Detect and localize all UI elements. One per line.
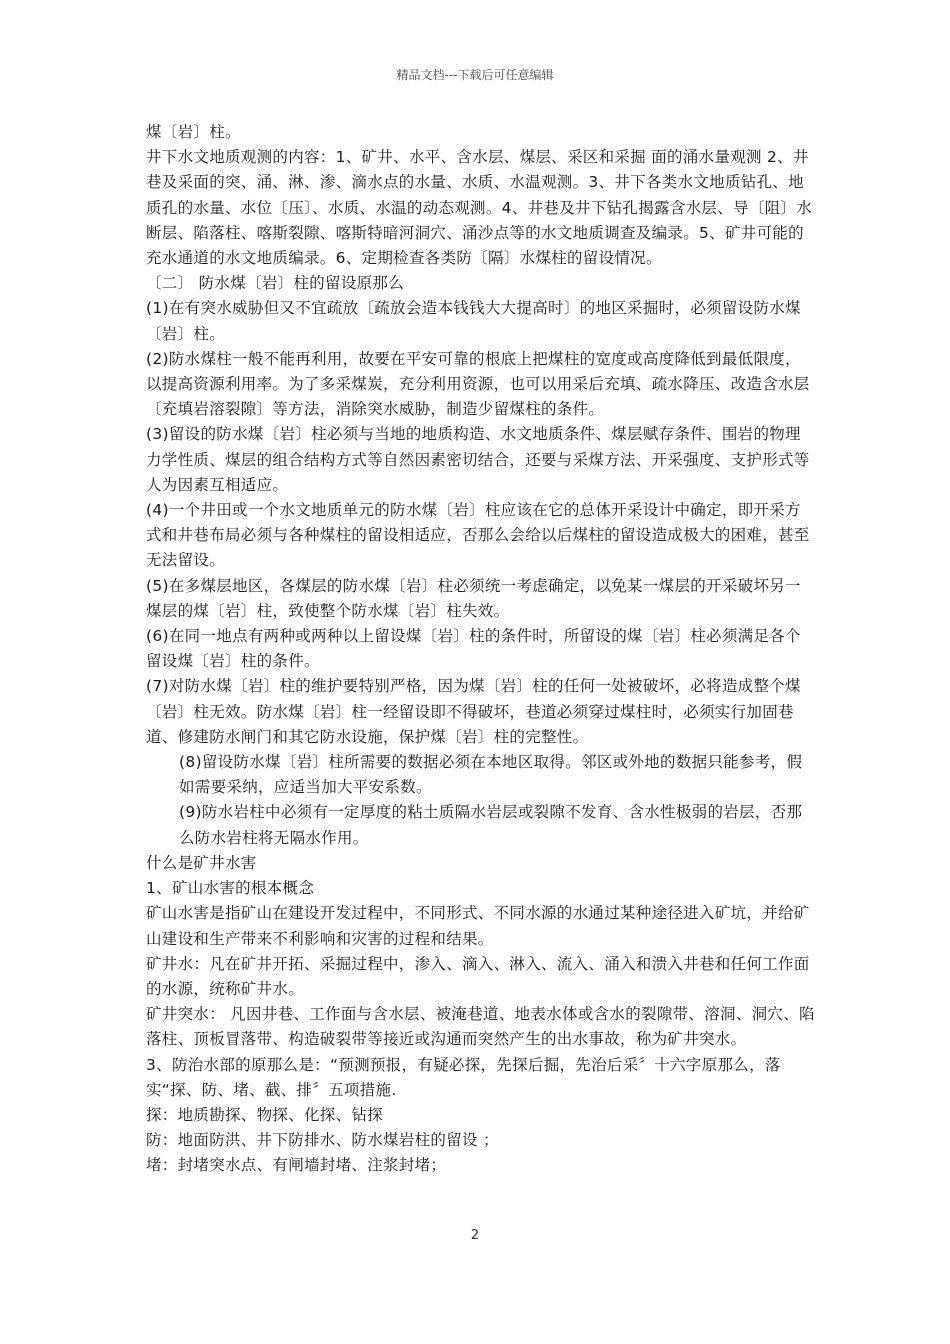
principle-6: (6)在同一地点有两种或两种以上留设煤〔岩〕柱的条件时，所留设的煤〔岩〕柱必须满足各个留设煤〔岩〕柱的条件。 <box>146 627 801 671</box>
page-number: 2 <box>470 1228 480 1243</box>
principle-8: (8)留设防水煤〔岩〕柱所需要的数据必须在本地区取得。邻区或外地的数据只能参考，假如需要采纳，应适当加大平安系数。 <box>179 753 803 797</box>
heading-basic-concept: 1、矿山水害的根本概念 <box>146 879 315 898</box>
page-header: 精品文档---下载后可任意编辑 <box>396 68 554 82</box>
paragraph-coal-pillar-end: 煤〔岩〕柱。 <box>146 123 241 141</box>
principle-5: (5)在多煤层地区，各煤层的防水煤〔岩〕柱必须统一考虑确定，以免某一煤层的开采破坏另一煤层的煤〔岩〕柱，致使整个防水煤〔岩〕柱失效。 <box>146 576 801 620</box>
principle-7: (7)对防水煤〔岩〕柱的维护要特别严格，因为煤〔岩〕柱的任何一处被破坏，必将造成整个煤〔岩〕柱无效。防水煤〔岩〕柱一经留设即不得破坏，巷道必须穿过煤柱时，必须实行加固巷道、修建防水闸门和其它防水设施，保护煤〔岩〕柱的完整性。 <box>146 677 801 746</box>
heading-mine-water-hazard: 什么是矿井水害 <box>146 853 257 872</box>
principle-3: (3)留设的防水煤〔岩〕柱必须与当地的地质构造、水文地质条件、煤层赋存条件、围岩的物理力学性质、煤层的组合结构方式等自然因素密切结合，还要与采煤方法、开采强度、支护形式等人为因素互相适应。 <box>146 425 810 494</box>
document-body <box>146 120 816 1179</box>
measure-prevent: 防：地面防洪、井下防排水、防水煤岩柱的留设 ； <box>146 1131 499 1150</box>
paragraph-hydro-observation: 井下水文地质观测的内容：1、矿井、水平、含水层、煤层、采区和采掘 面的涌水量观测 2、井巷及采面的突、涌、淋、渗、滴水点的水量、水质、水温观测。3、井下各类水文地质钻孔、地质孔的水量、水位〔压〕、水质、水温的动态观测。4、井巷及井下钻孔揭露含水层、导〔阻〕水断层、陷落柱、喀斯裂隙、喀斯特暗河洞穴、涌沙点等的水文地质调查及编录。5、矿井可能的充水通道的水文地质编录。6、定期检查各类防〔隔〕水煤柱的留设情况。 <box>146 148 813 268</box>
principle-9: (9)防水岩柱中必须有一定厚度的粘土质隔水岩层或裂隙不发育、含水性极弱的岩层，否那么防水岩柱将无隔水作用。 <box>179 803 803 847</box>
principle-4: (4)一个井田或一个水文地质单元的防水煤〔岩〕柱应该在它的总体开采设计中确定，即开采方式和井巷布局必须与各种煤柱的留设相适应，否那么会给以后煤柱的留设造成极大的困难，甚至无法留设。 <box>146 501 810 570</box>
measure-block: 堵：封堵突水点、有闸墙封堵、注浆封堵； <box>146 1156 447 1175</box>
measure-explore: 探：地质勘探、物探、化探、钻探 <box>146 1105 384 1124</box>
paragraph-mine-water: 矿井水：凡在矿井开拓、采掘过程中，渗入、滴入、淋入、流入、涌入和溃入井巷和任何工作面的水源，统称矿井水。 <box>146 954 810 998</box>
paragraph-prevention-principle: 3、防治水部的原那么是：“预测预报，有疑必探，先探后掘，先治后采〞十六字原那么，落实“探、防、堵、截、排〞五项措施. <box>146 1055 781 1099</box>
principle-2: (2)防水煤柱一般不能再利用，故要在平安可靠的根底上把煤柱的宽度或高度降低到最低限度，以提高资源利用率。为了多采煤炭，充分利用资源，也可以用采后充填、疏水降压、改造含水层〔充填岩溶裂隙〕等方法，消除突水威胁，制造少留煤柱的条件。 <box>146 349 810 419</box>
section-heading-principles: 〔二〕 防水煤〔岩〕柱的留设原那么 <box>146 274 405 293</box>
paragraph-definition: 矿山水害是指矿山在建设开发过程中，不同形式、不同水源的水通过某种途径进入矿坑，并给矿山建设和生产带来不利影响和灾害的过程和结果。 <box>146 904 810 948</box>
paragraph-water-inrush: 矿井突水： 凡因井巷、工作面与含水层、被淹巷道、地表水体或含水的裂隙带、溶洞、洞穴、陷落柱、顶板冒落带、构造破裂带等接近或沟通而突然产生的出水事故，称为矿井突水。 <box>146 1005 815 1049</box>
principle-1: (1)在有突水威胁但又不宜疏放〔疏放会造本钱钱大大提高时〕的地区采掘时，必须留设防水煤〔岩〕柱。 <box>146 299 801 343</box>
